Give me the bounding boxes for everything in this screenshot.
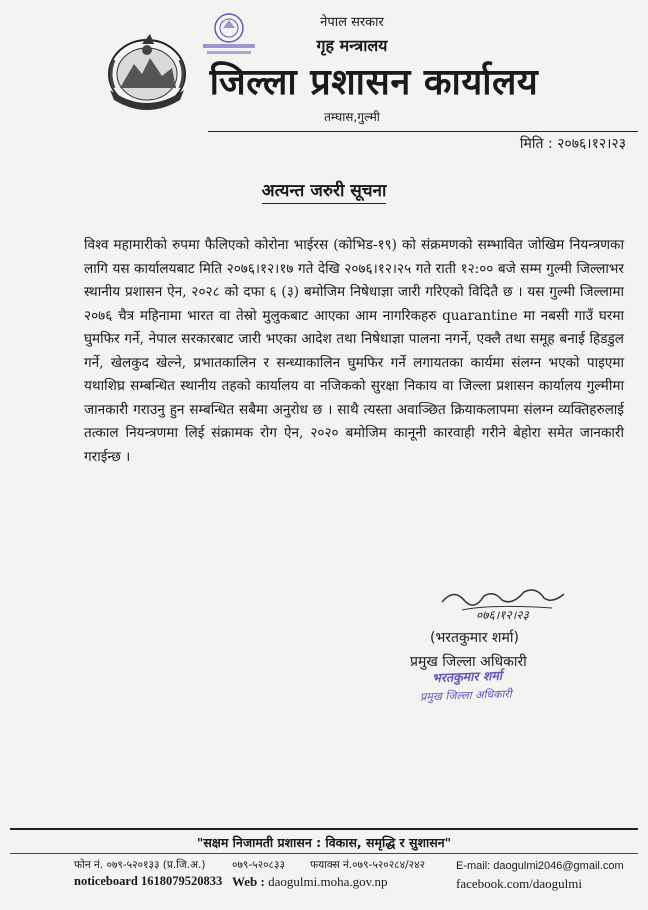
ministry-name: गृह मन्त्रालय (316, 36, 388, 55)
stamp-title: प्रमुख जिल्ला अधिकारी (419, 687, 512, 704)
notice-title (0, 178, 648, 201)
footer-fax: फयाक्स नं.०७९-५२०२८४/२४२ (310, 859, 426, 871)
date-label: मिति : (519, 136, 553, 152)
header-rule (208, 131, 638, 132)
signer-name: (भरतकुमार शर्मा) (430, 630, 519, 646)
footer-facebook: facebook.com/daogulmi (456, 876, 582, 891)
notice-title-text: अत्यन्त जरुरी सूचना (262, 181, 387, 204)
footer-web-value: daogulmi.moha.gov.np (268, 874, 388, 889)
signer-title: प्रमुख जिल्ला अधिकारी (410, 654, 527, 670)
signature-date: ०७६।१२।२३ (476, 608, 529, 622)
office-name: जिल्ला प्रशासन कार्यालय (209, 62, 539, 103)
footer-email: E-mail: daogulmi2046@gmail.com (456, 860, 624, 872)
footer-web-label: Web : (232, 874, 265, 889)
date-value: २०७६।१२।२३ (557, 136, 626, 152)
stamp-name: भरतकुमार शर्मा (431, 667, 503, 686)
notice-body: विश्व महामारीको रुपमा फैलिएको कोरोना भाईरस (कोभिड-१९) को संक्रमणको सम्भावित जोखिम नियन्त्रणका लागि यस कार्यालयबाट मिति २०७६।१२।१७ गते देखि २०७६।१२।२५ गते राती १२:०० बजे सम्म गुल्मी जिल्लाभर स्थानीय प्रशासन ऐन, २०२८ को दफा ६ (३) बमोजिम निषेधाज्ञा जारी गरिएको विदितै छ । यस गुल्मी जिल्लामा २०७६ चैत्र महिनामा भारत वा तेस्रो मुलुकबाट आएका आम नागरिकहरु quarantine मा नबसी गाउँ घरमा घुमफिर गर्ने, नेपाल सरकारबाट जारी भएका आदेश तथा निषेधाज्ञा पालना नगर्ने, एक्लै तथा समूह बनाई हिडडुल गर्ने, खेलकुद खेल्ने, प्रभातकालिन र सन्ध्याकालिन घुमफिर गर्ने लगायतका कार्यमा संलग्न भएको पाइएमा यथाशिघ्र सम्बन्धित स्थानीय तहको कार्यालय वा नजिकको सुरक्षा निकाय वा जिल्ला प्रशासन कार्यालय गुल्मीमा जानकारी गराउनु हुन सम्बन्धित सबैमा अनुरोध छ । साथै त्यस्ता अवाञ्छित क्रियाकलापमा संलग्न व्यक्तिहरुलाई तत्काल नियन्त्रणमा लिई संक्रामक रोग ऐन, २०२० बमोजिम कानूनी कारवाही गरीने बेहोरा समेत जानकारी गराईन्छ । (84, 237, 624, 465)
notice-date (520, 134, 626, 153)
footer-rule-secondary (10, 853, 638, 854)
footer-web (232, 874, 388, 890)
footer-slogan: "सक्षम निजामती प्रशासन : विकास, समृद्धि र सुशासन" (196, 835, 452, 850)
government-name: नेपाल सरकार (320, 15, 384, 30)
footer-rule (10, 828, 638, 830)
footer-noticeboard: noticeboard 1618079520833 (74, 874, 223, 888)
footer-phone-secondary: ०७९-५२०८३३ (232, 859, 285, 871)
footer-phone: फोन नं. ०७९-५२०१३३ (प्र.जि.अ.) (74, 859, 206, 871)
office-location: तम्घास,गुल्मी (324, 110, 380, 124)
